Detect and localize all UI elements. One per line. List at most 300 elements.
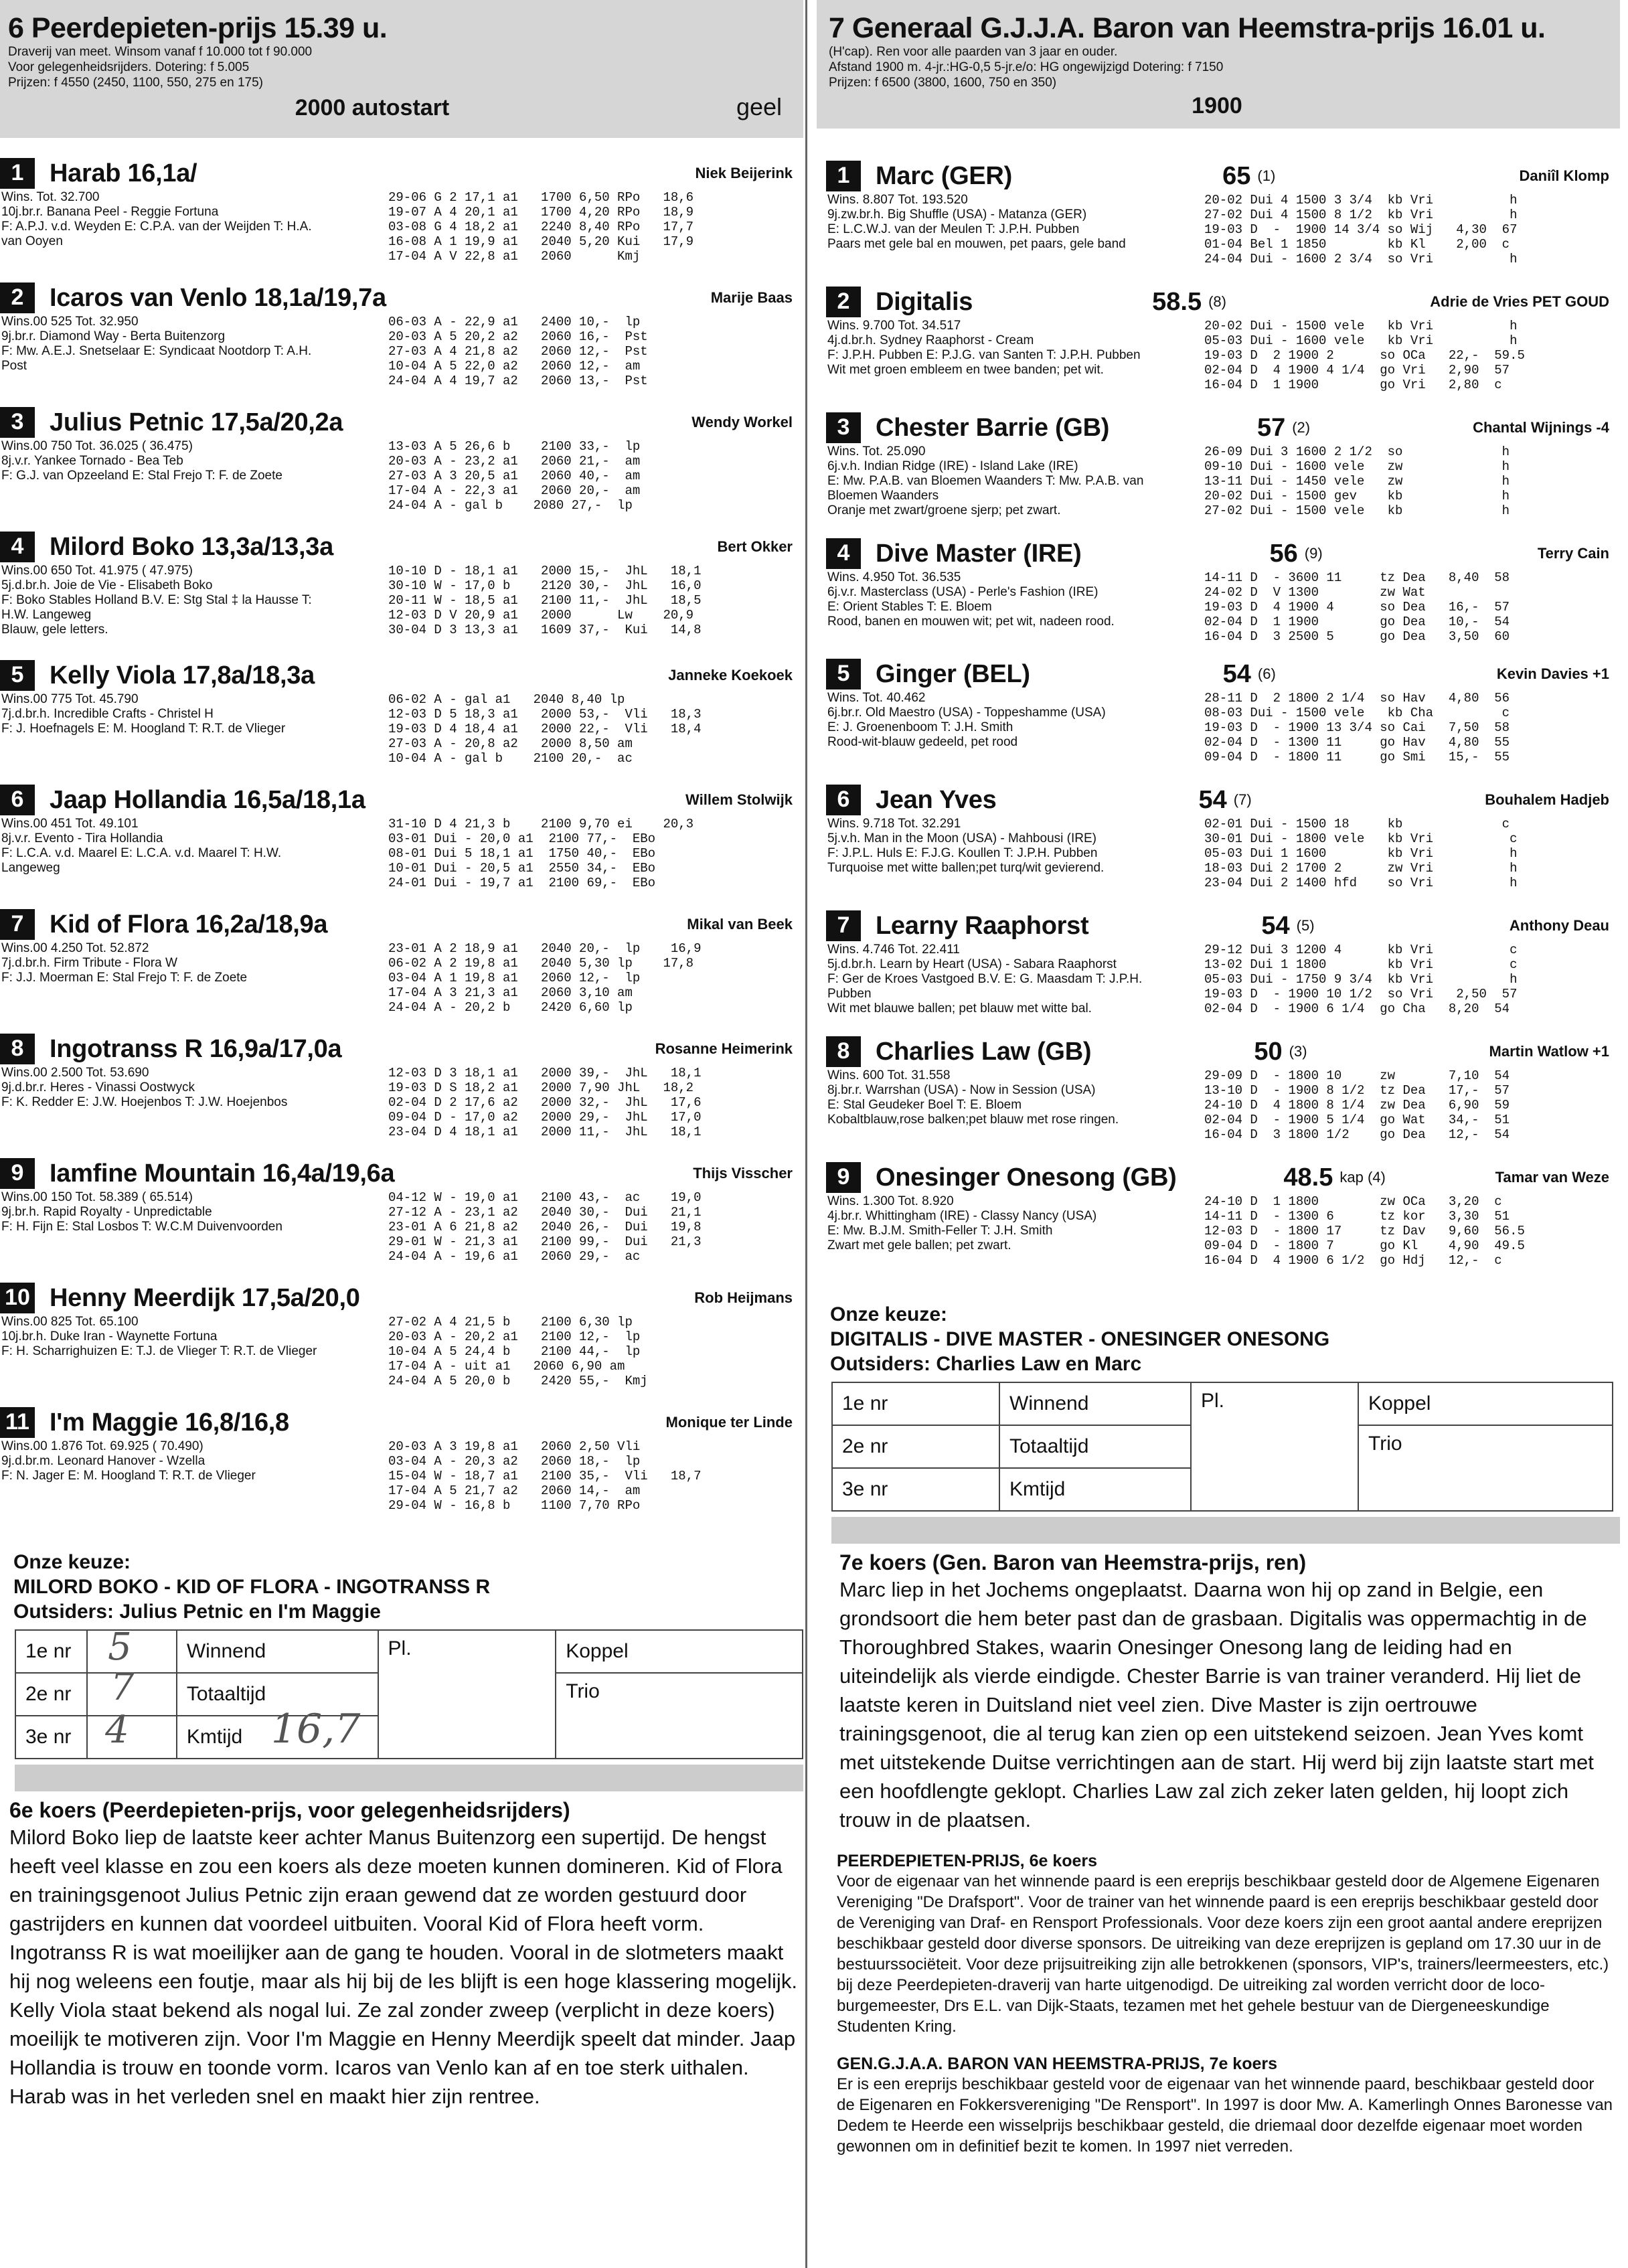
horse-number: 2 <box>826 287 861 317</box>
form-line: 13-02 Dui 1 1800 kb Vri c <box>1204 957 1518 972</box>
race7-bet-table <box>831 1382 1613 1512</box>
horse-info-line: 9j.zw.br.h. Big Shuffle (USA) - Matanza (GER) <box>827 208 1087 222</box>
horse-name[interactable]: Dive Master (IRE) <box>876 539 1082 568</box>
form-line: 27-12 A - 23,1 a2 2040 30,- Dui 21,1 <box>388 1205 702 1220</box>
winnend-label: Winnend <box>177 1630 378 1673</box>
horse-entry <box>0 1283 803 1407</box>
horse-entry <box>0 660 803 785</box>
kmtijd-cell[interactable] <box>177 1706 378 1759</box>
trio-label: Trio <box>556 1673 803 1759</box>
horse-header <box>826 785 1609 815</box>
horse-draw: (8) <box>1208 293 1226 310</box>
horse-info-line: F: A.P.J. v.d. Weyden E: C.P.A. van der Weijden T: H.A. <box>1 220 312 234</box>
form-line: 28-11 D 2 1800 2 1/4 so Hav 4,80 56 <box>1204 691 1510 706</box>
form-line: 17-04 A 3 21,3 a1 2060 3,10 am <box>388 985 633 1000</box>
form-line: 13-10 D - 1900 8 1/2 tz Dea 17,- 57 <box>1204 1083 1510 1098</box>
form-line: 24-04 Dui - 1600 2 3/4 so Vri h <box>1204 252 1518 266</box>
horse-entry <box>826 785 1620 910</box>
horse-info-line: Wins.00 825 Tot. 65.100 <box>1 1315 139 1329</box>
horse-info <box>0 1066 388 1139</box>
race7-title: 7 Generaal G.J.J.A. Baron van Heemstra-prijs 16.01 u. <box>829 12 1546 44</box>
form-line: 30-10 W - 17,0 b 2120 30,- JhL 16,0 <box>388 578 702 593</box>
horse-info <box>0 315 388 388</box>
horse-name-wrap <box>826 1162 1609 1193</box>
form-line: 23-01 A 2 18,9 a1 2040 20,- lp 16,9 <box>388 941 702 956</box>
horse-name[interactable]: Charlies Law (GB) <box>876 1037 1092 1066</box>
form-line: 09-04 D - 17,0 a2 2000 29,- JhL 17,0 <box>388 1110 702 1125</box>
horse-info-line: 7j.d.br.h. Incredible Crafts - Christel H <box>1 707 214 721</box>
form-line: 30-01 Dui - 1800 vele kb Vri c <box>1204 831 1518 846</box>
form-line: 20-02 Dui - 1500 vele kb Vri h <box>1204 319 1518 333</box>
form-line: 09-10 Dui - 1600 vele zw h <box>1204 459 1510 474</box>
form-line: 09-04 D - 1800 7 go Kl 4,90 49.5 <box>1204 1238 1525 1253</box>
form-line: 17-04 A - uit a1 2060 6,90 am <box>388 1359 625 1374</box>
horse-name[interactable]: Learny Raaphorst <box>876 911 1089 940</box>
race6-info-2: Voor gelegenheidsrijders. Dotering: f 5.005 <box>8 60 250 74</box>
form-line: 27-02 Dui - 1500 vele kb h <box>1204 503 1510 518</box>
handwritten-cell[interactable] <box>87 1708 177 1759</box>
form-line: 19-03 D 4 1900 4 so Dea 16,- 57 <box>1204 600 1510 615</box>
race6-info-3: Prijzen: f 4550 (2450, 1100, 550, 275 en 175) <box>8 76 263 90</box>
horse-info-line: 6j.br.r. Old Maestro (USA) - Toppeshamme (USA) <box>827 706 1106 720</box>
horse-body <box>826 193 1609 266</box>
horse-name-wrap <box>0 1158 394 1189</box>
horse-number: 5 <box>0 660 35 691</box>
horse-number: 4 <box>0 532 35 562</box>
horse-header <box>826 1036 1609 1067</box>
horse-weight: 58.5 <box>1152 287 1202 316</box>
horse-info-line: Rood, banen en mouwen wit; pet wit, nadeen rood. <box>827 615 1115 629</box>
horse-header <box>826 910 1609 941</box>
horse-header <box>0 785 793 815</box>
race7-info-3: Prijzen: f 6500 (3800, 1600, 750 en 350) <box>829 76 1057 90</box>
form-line: 24-04 A - 20,2 b 2420 6,60 lp <box>388 1000 633 1015</box>
horse-number: 5 <box>826 659 861 690</box>
horse-form <box>1204 319 1525 392</box>
horse-info-line: 5j.d.br.h. Joie de Vie - Elisabeth Boko <box>1 578 213 592</box>
horse-entry <box>0 1158 803 1283</box>
horse-info-line: Zwart met gele ballen; pet zwart. <box>827 1238 1011 1252</box>
horse-info <box>826 319 1204 392</box>
form-line: 19-03 D - 1900 13 3/4 so Cai 7,50 58 <box>1204 720 1510 735</box>
form-line: 24-10 D 1 1800 zw OCa 3,20 c <box>1204 1194 1502 1209</box>
form-line: 16-04 D 4 1900 6 1/2 go Hdj 12,- c <box>1204 1253 1502 1268</box>
horse-info-line: 6j.v.h. Indian Ridge (IRE) - Island Lake (IRE) <box>827 459 1078 473</box>
race7-footer <box>829 93 1605 119</box>
horse-info-line: 9j.br.r. Diamond Way - Berta Buitenzorg <box>1 329 226 343</box>
horse-form <box>388 439 640 513</box>
horse-header <box>0 407 793 438</box>
form-line: 04-12 W - 19,0 a1 2100 43,- ac 19,0 <box>388 1190 702 1205</box>
form-line: 05-03 Dui - 1750 9 3/4 kb Vri h <box>1204 972 1518 987</box>
horse-info-line: Wins.00 1.876 Tot. 69.925 ( 70.490) <box>1 1439 204 1453</box>
horse-info-line: 7j.d.br.h. Firm Tribute - Flora W <box>1 956 177 970</box>
horse-info <box>0 692 388 766</box>
horse-name-wrap <box>0 1407 289 1438</box>
horse-name[interactable]: Jaap Hollandia 16,5a/18,1a <box>50 785 365 814</box>
handwritten-value: 16,7 <box>270 1706 361 1753</box>
horse-name-wrap <box>0 785 365 815</box>
form-line: 19-03 D - 1900 10 1/2 so Vri 2,50 57 <box>1204 987 1518 1001</box>
horse-form <box>388 692 701 766</box>
race6-info-1: Draverij van meet. Winsom vanaf f 10.000 tot f 90.000 <box>8 45 313 59</box>
horse-info-line: Blauw, gele letters. <box>1 623 108 637</box>
row-label: 2e nr <box>15 1673 87 1716</box>
horse-header <box>0 158 793 189</box>
horse-info <box>826 570 1204 644</box>
horse-number: 6 <box>0 785 35 815</box>
horse-body <box>826 570 1609 644</box>
horse-form <box>388 1190 701 1264</box>
horse-number: 9 <box>826 1162 861 1193</box>
form-line: 31-10 D 4 21,3 b 2100 9,70 ei 20,3 <box>388 817 694 831</box>
horse-info-line: 5j.d.br.h. Learn by Heart (USA) - Sabara Raaphorst <box>827 957 1117 971</box>
horse-info-line: Wins.00 650 Tot. 41.975 ( 47.975) <box>1 564 193 578</box>
trio-label: Trio <box>1358 1425 1613 1511</box>
horse-info-line: F: H. Scharrighuizen E: T.J. de Vlieger T: R.T. de Vlieger <box>1 1344 317 1358</box>
horse-info-line: H.W. Langeweg <box>1 608 92 622</box>
horse-name[interactable]: Henny Meerdijk 17,5a/20,0 <box>50 1283 360 1312</box>
horse-name-wrap <box>826 412 1609 443</box>
horse-name-wrap <box>826 538 1609 569</box>
row-label: 3e nr <box>832 1468 999 1511</box>
horse-name[interactable]: Onesinger Onesong (GB) <box>876 1163 1177 1192</box>
horse-draw: (9) <box>1304 545 1323 562</box>
horse-info-line: Kobaltblauw,rose balken;pet blauw met rose ringen. <box>827 1113 1119 1127</box>
horse-body <box>826 943 1609 1016</box>
race6-distance: 2000 autostart <box>295 95 450 120</box>
horse-form <box>388 315 648 388</box>
horse-name[interactable]: Digitalis <box>876 287 973 316</box>
form-line: 17-04 A - 22,3 a1 2060 20,- am <box>388 483 641 498</box>
horse-info <box>0 817 388 890</box>
horse-entry <box>826 287 1620 412</box>
horse-draw: (2) <box>1292 419 1311 436</box>
horse-info-line: 5j.v.h. Man in the Moon (USA) - Mahbousi (IRE) <box>827 831 1096 845</box>
form-line: 02-04 D 4 1900 4 1/4 go Vri 2,90 57 <box>1204 363 1510 378</box>
horse-name-wrap <box>826 287 1609 317</box>
horse-info-line: Rood-wit-blauw gedeeld, pet rood <box>827 735 1018 749</box>
race6-title: 6 Peerdepieten-prijs 15.39 u. <box>8 12 388 44</box>
horse-info-line: 10j.br.h. Duke Iran - Waynette Fortuna <box>1 1329 218 1344</box>
horse-number: 3 <box>826 412 861 443</box>
horse-body <box>0 1066 793 1139</box>
form-line: 12-03 D 3 18,1 a1 2000 39,- JhL 18,1 <box>388 1066 702 1080</box>
horse-number: 11 <box>0 1407 35 1438</box>
form-line: 03-08 G 4 18,2 a1 2240 8,40 RPo 17,7 <box>388 220 694 234</box>
form-line: 19-07 A 4 20,1 a1 1700 4,20 RPo 18,9 <box>388 205 694 220</box>
form-line: 13-11 Dui - 1450 vele zw h <box>1204 474 1510 489</box>
horse-info-line: Wins.00 451 Tot. 49.101 <box>1 817 139 831</box>
form-line: 16-04 D 1 1900 go Vri 2,80 c <box>1204 378 1502 392</box>
horse-info-line: E: Orient Stables T: E. Bloem <box>827 600 992 614</box>
horse-name[interactable]: Iamfine Mountain 16,4a/19,6a <box>50 1159 395 1188</box>
form-line: 16-04 D 3 2500 5 go Dea 3,50 60 <box>1204 629 1510 644</box>
horse-entry <box>0 532 803 660</box>
horse-name[interactable]: Milord Boko 13,3a/13,3a <box>50 532 333 561</box>
totaaltijd-label: Totaaltijd <box>177 1673 378 1716</box>
race6-article: Milord Boko liep de laatste keer achter Manus Buitenzorg een supertijd. De hengst heeft veel klasse en zou een koers als deze moeten kunnen domineren. Kid of Flora en trainingsgenoot Julius Petnic zijn eraan gewend dat ze worden gestuurd door gastrijders en kunnen dat voordeel uitbuiten. Vooral Kid of Flora heeft vorm. Ingotranss R is wat moeilijker aan de gang te houden. Vooral in de slotmeters maakt hij nog weleens een foutje, maar als hij bij de les blijft is een hoge klassering mogelijk. Kelly Viola staat bekend als nogal lui. Ze zal zonder zweep (verplicht in deze koers) moeilijk te motiveren zijn. Voor I'm Maggie en Henny Meerdijk speelt dat minder. Jaap Hollandia is trouw en toonde vorm. Icaros van Venlo kan af en toe sterk uithalen. Harab was in het verleden snel en maakt hier zijn rentree. <box>9 1826 797 2108</box>
horse-number: 4 <box>826 538 861 569</box>
form-line: 24-02 D V 1300 zw Wat <box>1204 585 1426 600</box>
form-line: 02-01 Dui - 1500 18 kb c <box>1204 817 1510 831</box>
horse-entry <box>0 1034 803 1158</box>
horse-entry <box>0 909 803 1034</box>
form-line: 03-04 A - 20,3 a2 2060 18,- lp <box>388 1454 641 1469</box>
horse-body <box>0 439 793 513</box>
horse-number: 6 <box>826 785 861 815</box>
horse-draw: (7) <box>1233 791 1252 808</box>
form-line: 18-03 Dui 2 1700 2 zw Vri h <box>1204 861 1518 876</box>
race7-outsiders: Outsiders: Charlies Law en Marc <box>830 1353 1142 1375</box>
race7-keuze-section <box>817 1302 1620 2157</box>
form-line: 19-03 D 4 18,4 a1 2000 22,- Vli 18,4 <box>388 722 702 736</box>
horse-info-line: Wins. Tot. 32.700 <box>1 190 100 204</box>
horse-form <box>1204 1068 1510 1142</box>
horse-number: 2 <box>0 282 35 313</box>
form-line: 02-04 D 1 1900 go Dea 10,- 54 <box>1204 615 1510 629</box>
form-line: 12-03 D V 20,9 a1 2000 Lw 20,9 <box>388 608 694 623</box>
form-line: 03-01 Dui - 20,0 a1 2100 77,- EBo <box>388 831 656 846</box>
form-line: 12-03 D - 1800 17 tz Dav 9,60 56.5 <box>1204 1224 1525 1238</box>
horse-form <box>1204 817 1517 890</box>
race6-keuze: MILORD BOKO - KID OF FLORA - INGOTRANSS R <box>13 1576 491 1598</box>
horse-info-line: Pubben <box>827 987 872 1001</box>
horse-name[interactable]: Chester Barrie (GB) <box>876 413 1110 442</box>
form-line: 10-04 A 5 22,0 a2 2060 12,- am <box>388 359 641 374</box>
form-line: 26-09 Dui 3 1600 2 1/2 so h <box>1204 444 1510 459</box>
form-line: 24-04 A - gal b 2080 27,- lp <box>388 498 633 513</box>
horse-draw: (3) <box>1289 1043 1307 1060</box>
horse-info-line: 8j.v.r. Evento - Tira Hollandia <box>1 831 163 845</box>
race6-footer <box>8 93 789 121</box>
horse-number: 3 <box>0 407 35 438</box>
form-line: 20-03 A - 23,2 a1 2060 21,- am <box>388 454 641 469</box>
horse-info-line: Wins.00 4.250 Tot. 52.872 <box>1 941 149 955</box>
row-label: 1e nr <box>832 1382 999 1425</box>
horse-form <box>1204 444 1510 518</box>
horse-info <box>826 817 1204 890</box>
horse-name[interactable]: Icaros van Venlo 18,1a/19,7a <box>50 283 386 312</box>
jockey-name: Adrie de Vries PET GOUD <box>1430 293 1609 310</box>
horse-info-line: F: J.J. Moerman E: Stal Frejo T: F. de Zoete <box>1 971 248 985</box>
horse-name-wrap <box>826 785 1609 815</box>
horse-info-line: 9j.d.br.m. Leonard Hanover - Wzella <box>1 1454 206 1468</box>
horse-weight: 54 <box>1198 785 1227 814</box>
horse-info-line: 4j.d.br.h. Sydney Raaphorst - Cream <box>827 333 1034 347</box>
jockey-name: Thijs Visscher <box>693 1165 793 1182</box>
form-line: 17-04 A 5 21,7 a2 2060 14,- am <box>388 1483 641 1498</box>
horse-info-line: Wit met blauwe ballen; pet blauw met witte bal. <box>827 1001 1092 1016</box>
horse-number: 7 <box>826 910 861 941</box>
race7-info-1: (H'cap). Ren voor alle paarden van 3 jaar en ouder. <box>829 45 1118 59</box>
form-line: 24-10 D 4 1800 8 1/4 zw Dea 6,90 59 <box>1204 1098 1510 1113</box>
horse-info <box>0 190 388 264</box>
handwritten-value: 4 <box>105 1708 129 1752</box>
race7-article-title: 7e koers (Gen. Baron van Heemstra-prijs, ren) <box>839 1550 1307 1574</box>
form-line: 05-03 Dui - 1600 vele kb Vri h <box>1204 333 1518 348</box>
horse-name-wrap <box>826 910 1609 941</box>
jockey-name: Bouhalem Hadjeb <box>1485 791 1609 808</box>
kmtijd-label: Kmtijd <box>186 1726 243 1748</box>
horse-name-wrap <box>826 161 1609 191</box>
form-line: 29-12 Dui 3 1200 4 kb Vri c <box>1204 943 1518 957</box>
form-line: 23-04 Dui 2 1400 hfd so Vri h <box>1204 876 1518 890</box>
horse-header <box>0 532 793 562</box>
form-line: 23-01 A 6 21,8 a2 2040 26,- Dui 19,8 <box>388 1220 702 1234</box>
horse-name[interactable]: Julius Petnic 17,5a/20,2a <box>50 408 343 436</box>
horse-info-line: E: Mw. P.A.B. van Bloemen Waanders T: Mw. P.A.B. van <box>827 474 1144 488</box>
form-line: 27-02 A 4 21,5 b 2100 6,30 lp <box>388 1315 633 1329</box>
form-line: 29-09 D - 1800 10 zw 7,10 54 <box>1204 1068 1510 1083</box>
horse-info-line: F: J. Hoefnagels E: M. Hoogland T: R.T. de Vlieger <box>1 722 286 736</box>
horse-info-line: Wins.00 525 Tot. 32.950 <box>1 315 139 329</box>
jockey-name: Mikal van Beek <box>687 916 793 933</box>
sponsor2-title: GEN.G.J.A.A. BARON VAN HEEMSTRA-PRIJS, 7e koers <box>837 2054 1278 2073</box>
horse-body <box>0 564 793 637</box>
horse-info-line: F: L.C.A. v.d. Maarel E: L.C.A. v.d. Maarel T: H.W. <box>1 846 282 860</box>
horse-body <box>826 691 1609 764</box>
horse-number: 8 <box>826 1036 861 1067</box>
form-line: 16-08 A 1 19,9 a1 2040 5,20 Kui 17,9 <box>388 234 694 249</box>
form-line: 27-02 Dui 4 1500 8 1/2 kb Vri h <box>1204 208 1518 222</box>
horse-entry <box>0 407 803 532</box>
horse-body <box>0 1439 793 1513</box>
horse-draw: kap (4) <box>1339 1169 1386 1186</box>
horse-draw: (6) <box>1257 665 1276 682</box>
horse-body <box>826 319 1609 392</box>
form-line: 19-03 D 2 1900 2 so OCa 22,- 59.5 <box>1204 348 1525 363</box>
horse-name-wrap <box>0 660 315 691</box>
form-line: 23-04 D 4 18,1 a1 2000 11,- JhL 18,1 <box>388 1125 702 1139</box>
horse-info-line: 8j.br.r. Warrshan (USA) - Now in Session (USA) <box>827 1083 1096 1097</box>
horse-header <box>0 1283 793 1313</box>
handwritten-cell[interactable] <box>87 1666 177 1716</box>
horse-name-wrap <box>826 1036 1609 1067</box>
horse-header <box>826 659 1609 690</box>
horse-header <box>0 1158 793 1189</box>
jockey-name: Willem Stolwijk <box>685 791 793 808</box>
race6-header <box>0 0 803 138</box>
horse-number: 8 <box>0 1034 35 1064</box>
horse-info <box>0 941 388 1015</box>
form-line: 10-01 Dui - 20,5 a1 2550 34,- EBo <box>388 861 656 876</box>
horse-info-line: E: Stal Geudeker Boel T: E. Bloem <box>827 1098 1022 1112</box>
table-row <box>832 1382 1613 1425</box>
form-line: 27-03 A - 20,8 a2 2000 8,50 am <box>388 736 633 751</box>
form-line: 27-03 A 3 20,5 a1 2060 40,- am <box>388 469 641 483</box>
horse-body <box>826 444 1609 518</box>
horse-weight: 54 <box>1261 911 1290 940</box>
jockey-name: Rosanne Heimerink <box>655 1040 793 1057</box>
form-line: 10-04 A 5 24,4 b 2100 44,- lp <box>388 1344 641 1359</box>
horse-info-line: F: N. Jager E: M. Hoogland T: R.T. de Vlieger <box>1 1469 256 1483</box>
jockey-name: Daniîl Klomp <box>1519 167 1609 184</box>
horse-info <box>0 1439 388 1513</box>
horse-info <box>826 1068 1204 1142</box>
horse-name[interactable]: Harab 16,1a/ <box>50 159 197 187</box>
horse-info-line: Wins.00 775 Tot. 45.790 <box>1 692 139 706</box>
grey-bar <box>831 1517 1620 1544</box>
horse-name[interactable]: I'm Maggie 16,8/16,8 <box>50 1408 289 1437</box>
horse-form <box>388 941 701 1015</box>
jockey-name: Anthony Deau <box>1509 917 1609 934</box>
form-line: 29-04 W - 16,8 b 1100 7,70 RPo <box>388 1498 641 1513</box>
form-line: 06-03 A - 22,9 a1 2400 10,- lp <box>388 315 641 329</box>
jockey-name: Terry Cain <box>1537 545 1609 562</box>
horse-name[interactable]: Kid of Flora 16,2a/18,9a <box>50 910 328 939</box>
horse-name[interactable]: Ginger (BEL) <box>876 659 1030 688</box>
jockey-name: Rob Heijmans <box>694 1289 793 1306</box>
horse-info <box>0 564 388 637</box>
horse-entry <box>826 538 1620 659</box>
horse-info-line: E: L.C.W.J. van der Meulen T: J.P.H. Pubben <box>827 222 1080 236</box>
horse-entry <box>826 1162 1620 1288</box>
form-line: 30-04 D 3 13,3 a1 1609 37,- Kui 14,8 <box>388 623 702 637</box>
form-line: 10-04 A - gal b 2100 20,- ac <box>388 751 633 766</box>
horse-number: 9 <box>0 1158 35 1189</box>
form-line: 24-04 A - 19,6 a1 2060 29,- ac <box>388 1249 641 1264</box>
form-line: 20-03 A 3 19,8 a1 2060 2,50 Vli <box>388 1439 641 1454</box>
horse-info-line: 9j.d.br.r. Heres - Vinassi Oostwyck <box>1 1080 195 1095</box>
horse-name-wrap <box>0 1283 360 1313</box>
jockey-name: Bert Okker <box>717 538 793 555</box>
jockey-name: Wendy Workel <box>691 414 793 430</box>
horse-info-line: E: Mw. B.J.M. Smith-Feller T: J.H. Smith <box>827 1224 1053 1238</box>
form-line: 19-03 D S 18,2 a1 2000 7,90 JhL 18,2 <box>388 1080 694 1095</box>
horse-info <box>826 444 1204 518</box>
race7-distance: 1900 <box>1192 93 1242 118</box>
horse-info-line: Wins. Tot. 40.462 <box>827 691 926 705</box>
horse-entry <box>0 785 803 909</box>
horse-info <box>826 193 1204 266</box>
horse-entry <box>0 282 803 407</box>
horse-name[interactable]: Ingotranss R 16,9a/17,0a <box>50 1034 342 1063</box>
koppel-label: Koppel <box>556 1630 803 1673</box>
horse-info <box>0 439 388 513</box>
horse-info-line: Wins. 1.300 Tot. 8.920 <box>827 1194 954 1208</box>
horse-info-line: Wins.00 2.500 Tot. 53.690 <box>1 1066 149 1080</box>
horse-name[interactable]: Marc (GER) <box>876 161 1012 190</box>
sponsor2-text: Er is een ereprijs beschikbaar gesteld voor de eigenaar van het winnende paard, beschikbaar gesteld door de Eigenaren en Fokkersvereniging "De Rensport". In 1997 is door Mw. A. Kamerlingh Onnes Baronesse van Dedem te Heerde een wisselprijs beschikbaar gesteld, die driemaal door dezelfde eigenaar moet worden gewonnen om in definitief bezit te komen. In 1997 niet verreden. <box>837 2075 1613 2156</box>
horse-form <box>1204 943 1517 1016</box>
horse-name[interactable]: Jean Yves <box>876 785 997 814</box>
horse-header <box>826 412 1609 443</box>
form-line: 10-10 D - 18,1 a1 2000 15,- JhL 18,1 <box>388 564 702 578</box>
handwritten-value: 7 <box>110 1666 135 1709</box>
horse-info-line: E: J. Groenenboom T: J.H. Smith <box>827 720 1013 734</box>
horse-body <box>0 817 793 890</box>
jockey-name: Marije Baas <box>710 289 793 306</box>
form-line: 02-04 D - 1900 5 1/4 go Wat 34,- 51 <box>1204 1113 1510 1127</box>
form-line: 16-04 D 3 1800 1/2 go Dea 12,- 54 <box>1204 1127 1510 1142</box>
horse-form <box>388 1439 701 1513</box>
horse-info-line: F: G.J. van Opzeeland E: Stal Frejo T: F. de Zoete <box>1 469 282 483</box>
jockey-name: Janneke Koekoek <box>668 667 793 683</box>
row-label: 3e nr <box>15 1716 87 1759</box>
horse-name-wrap <box>0 1034 341 1064</box>
form-line: 08-01 Dui 5 18,1 a1 1750 40,- EBo <box>388 846 656 861</box>
horse-info-line: Wins. 9.700 Tot. 34.517 <box>827 319 961 333</box>
horse-name[interactable]: Kelly Viola 17,8a/18,3a <box>50 661 315 690</box>
jockey-name: Niek Beijerink <box>695 165 793 181</box>
horse-info-line: Wins.00 750 Tot. 36.025 ( 36.475) <box>1 439 193 453</box>
koppel-label: Koppel <box>1358 1382 1613 1425</box>
horse-weight: 65 <box>1222 161 1251 190</box>
race6-keuze-label: Onze keuze: <box>13 1551 131 1573</box>
horse-info-line: F: Boko Stables Holland B.V. E: Stg Stal ‡ la Hausse T: <box>1 593 312 607</box>
horse-info-line: 10j.br.r. Banana Peel - Reggie Fortuna <box>1 205 219 219</box>
